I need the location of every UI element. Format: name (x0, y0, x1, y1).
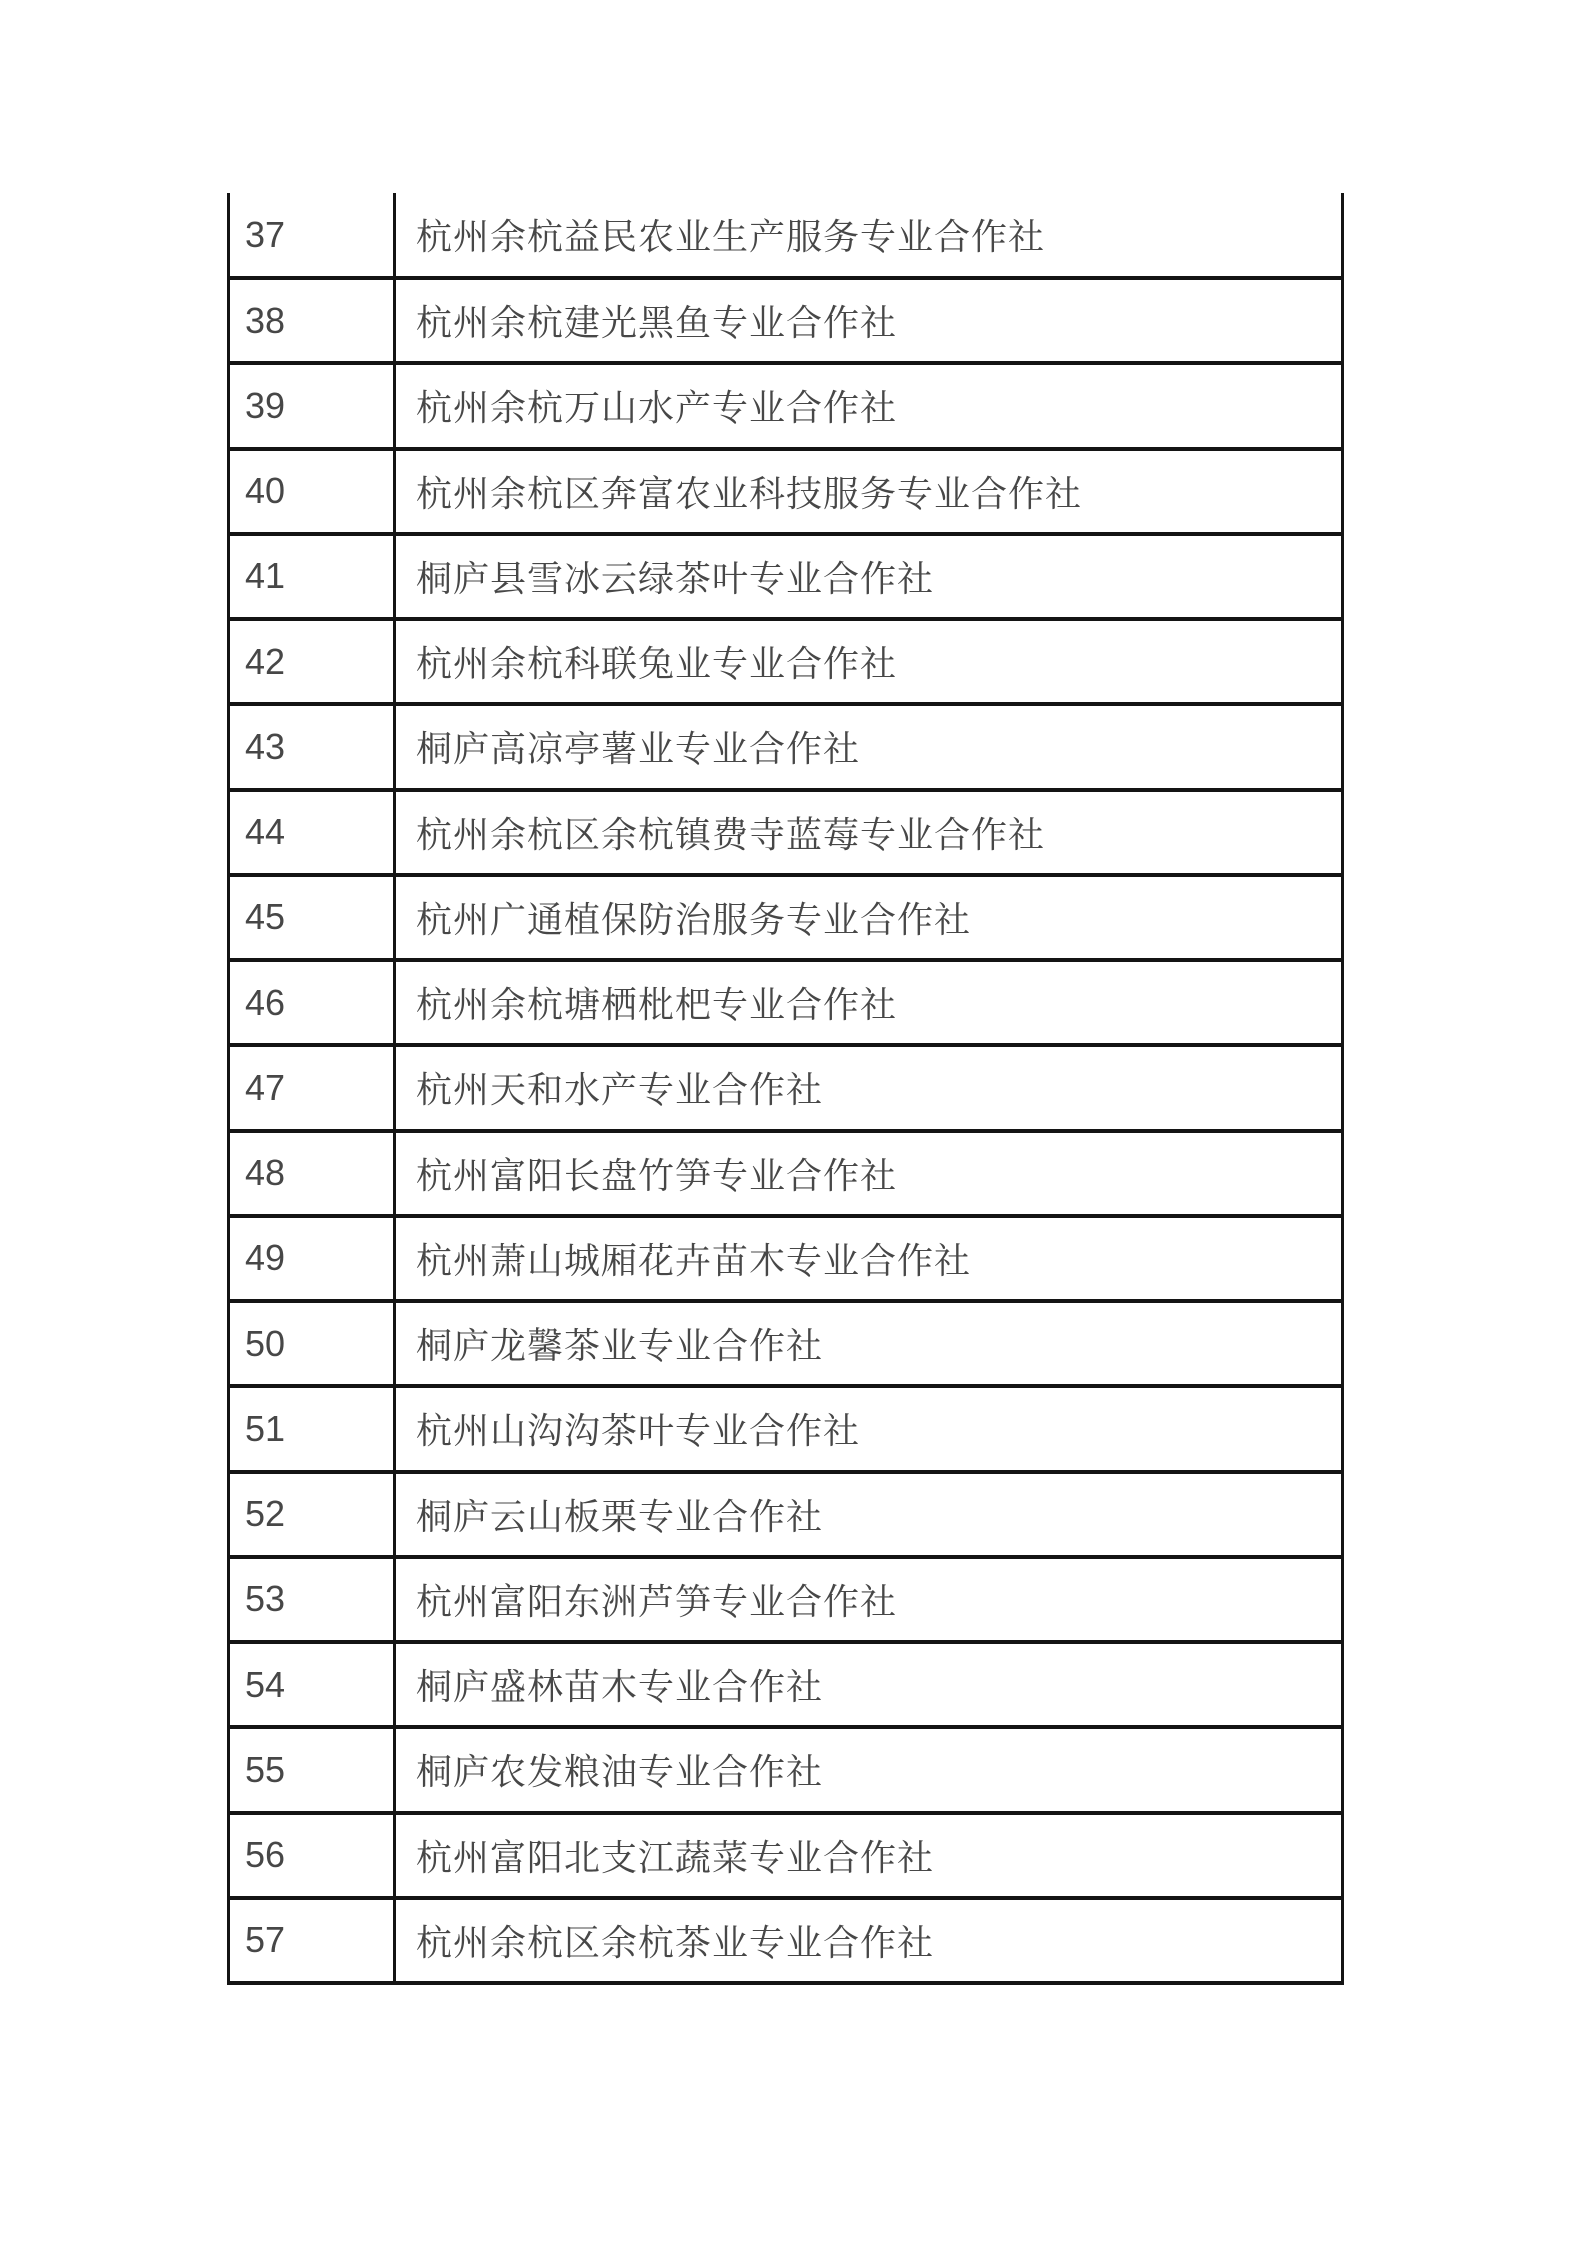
row-number-cell: 49 (230, 1218, 396, 1299)
cooperative-name-cell: 杭州余杭区余杭镇费寺蓝莓专业合作社 (416, 813, 1046, 855)
cooperative-name-cell: 杭州萧山城厢花卉苗木专业合作社 (416, 1239, 972, 1281)
cooperative-name-cell: 杭州富阳长盘竹笋专业合作社 (416, 1154, 898, 1196)
row-number-cell: 37 (230, 193, 396, 276)
row-number-cell: 57 (230, 1900, 396, 1981)
row-number-cell: 51 (230, 1388, 396, 1469)
table-row (230, 1303, 1341, 1388)
cooperative-name-cell: 杭州天和水产专业合作社 (416, 1069, 824, 1111)
table-row (230, 193, 1341, 280)
table-row (230, 1388, 1341, 1473)
table-row (230, 621, 1341, 706)
cooperative-name-cell: 桐庐云山板栗专业合作社 (416, 1495, 824, 1537)
row-number-cell: 52 (230, 1474, 396, 1555)
table-row (230, 1900, 1341, 1985)
cooperative-name-cell: 杭州余杭区余杭茶业专业合作社 (416, 1921, 935, 1963)
cooperative-name-cell: 杭州余杭科联兔业专业合作社 (416, 643, 898, 685)
cooperative-name-cell: 桐庐县雪冰云绿茶叶专业合作社 (416, 557, 935, 599)
row-number-cell: 53 (230, 1559, 396, 1640)
cooperative-name-cell: 杭州余杭益民农业生产服务专业合作社 (416, 216, 1046, 257)
row-number-cell: 55 (230, 1729, 396, 1810)
cooperative-name-cell: 杭州富阳东洲芦笋专业合作社 (416, 1580, 898, 1622)
table-row (230, 1729, 1341, 1814)
row-number-cell: 40 (230, 451, 396, 532)
cooperative-name-cell: 杭州山沟沟茶叶专业合作社 (416, 1410, 861, 1452)
table-row (230, 365, 1341, 450)
cooperative-name-cell: 杭州余杭塘栖枇杷专业合作社 (416, 984, 898, 1026)
cooperative-name-cell: 杭州富阳北支江蔬菜专业合作社 (416, 1836, 935, 1878)
table-row (230, 1644, 1341, 1729)
row-number-cell: 38 (230, 280, 396, 361)
row-number-cell: 54 (230, 1644, 396, 1725)
table-row (230, 536, 1341, 621)
row-number-cell: 41 (230, 536, 396, 617)
table-row (230, 962, 1341, 1047)
row-number-cell: 43 (230, 706, 396, 787)
cooperative-name-cell: 杭州余杭建光黑鱼专业合作社 (416, 302, 898, 344)
cooperative-name-cell: 桐庐盛林苗木专业合作社 (416, 1666, 824, 1708)
row-number-cell: 48 (230, 1133, 396, 1214)
row-number-cell: 50 (230, 1303, 396, 1384)
cooperative-name-cell: 桐庐高凉亭薯业专业合作社 (416, 728, 861, 770)
cooperative-name-cell: 桐庐龙馨茶业专业合作社 (416, 1325, 824, 1367)
cooperative-name-cell: 桐庐农发粮油专业合作社 (416, 1751, 824, 1793)
table-row (230, 451, 1341, 536)
row-number-cell: 44 (230, 792, 396, 873)
cooperative-name-cell: 杭州余杭万山水产专业合作社 (416, 387, 898, 429)
cooperative-name-cell: 杭州广通植保防治服务专业合作社 (416, 898, 972, 940)
table-row (230, 1218, 1341, 1303)
table-row (230, 1559, 1341, 1644)
row-number-cell: 56 (230, 1815, 396, 1896)
table-row (230, 877, 1341, 962)
row-number-cell: 39 (230, 365, 396, 446)
row-number-cell: 45 (230, 877, 396, 958)
row-number-cell: 46 (230, 962, 396, 1043)
table-row (230, 1133, 1341, 1218)
row-number-cell: 47 (230, 1047, 396, 1128)
cooperative-name-cell: 杭州余杭区奔富农业科技服务专业合作社 (416, 472, 1083, 514)
table-row (230, 706, 1341, 791)
table-row (230, 792, 1341, 877)
table-row (230, 1047, 1341, 1132)
table-row (230, 1474, 1341, 1559)
table-row (230, 1815, 1341, 1900)
table-row (230, 280, 1341, 365)
row-number-cell: 42 (230, 621, 396, 702)
cooperative-list-table (227, 193, 1344, 1985)
